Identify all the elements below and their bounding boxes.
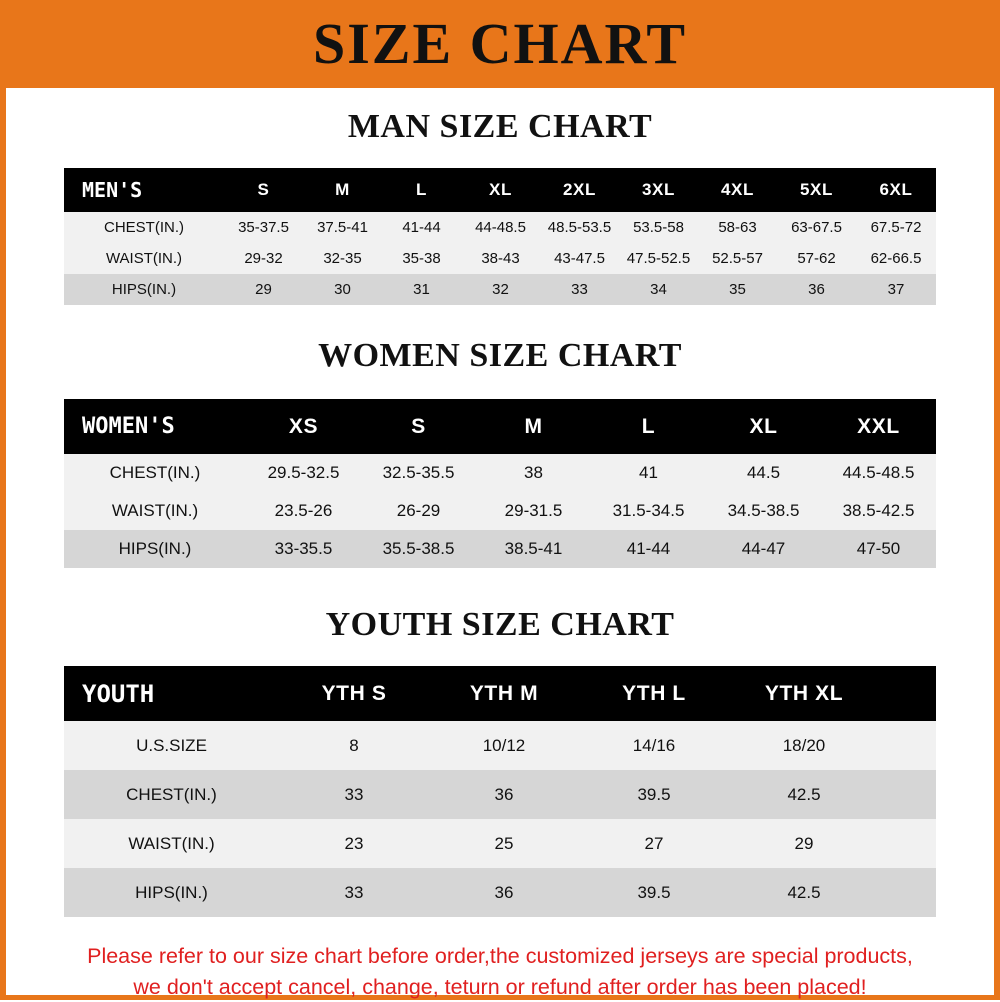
men-size-table [64, 168, 936, 305]
youth-corner-label: YOUTH [64, 666, 279, 721]
women-cell: 41-44 [591, 530, 706, 568]
section-title-men: MAN SIZE CHART [347, 108, 653, 145]
women-cell: 44.5 [706, 454, 821, 492]
youth-cell: 33 [279, 770, 429, 819]
men-cell: 29 [224, 274, 303, 305]
men-cell: 32-35 [303, 243, 382, 274]
men-cell: 32 [461, 274, 540, 305]
youth-row-label: HIPS(IN.) [64, 868, 279, 917]
youth-cell-spacer [879, 770, 936, 819]
table-row [64, 492, 936, 530]
youth-cell: 27 [579, 819, 729, 868]
men-cell: 41-44 [382, 212, 461, 243]
women-cell: 34.5-38.5 [706, 492, 821, 530]
youth-cell: 36 [429, 770, 579, 819]
youth-cell: 39.5 [579, 770, 729, 819]
section-title-women: WOMEN SIZE CHART [318, 337, 682, 374]
men-col-header: 4XL [698, 168, 777, 212]
youth-cell: 23 [279, 819, 429, 868]
women-row-label: WAIST(IN.) [64, 492, 246, 530]
men-corner-label: MEN'S [64, 168, 224, 212]
men-row-label: HIPS(IN.) [64, 274, 224, 305]
women-cell: 41 [591, 454, 706, 492]
women-col-header: XL [706, 399, 821, 454]
women-cell: 23.5-26 [246, 492, 361, 530]
men-cell: 52.5-57 [698, 243, 777, 274]
men-cell: 35-37.5 [224, 212, 303, 243]
youth-cell: 10/12 [429, 721, 579, 770]
youth-header-spacer [879, 666, 936, 721]
women-cell: 44-47 [706, 530, 821, 568]
youth-cell: 42.5 [729, 868, 879, 917]
women-header-row [64, 399, 936, 454]
table-row [64, 243, 936, 274]
women-row-label: HIPS(IN.) [64, 530, 246, 568]
youth-row-label: U.S.SIZE [64, 721, 279, 770]
men-cell: 36 [777, 274, 856, 305]
men-row-label: CHEST(IN.) [64, 212, 224, 243]
men-cell: 43-47.5 [540, 243, 619, 274]
men-col-header: L [382, 168, 461, 212]
men-cell: 48.5-53.5 [540, 212, 619, 243]
men-cell: 57-62 [777, 243, 856, 274]
women-col-header: M [476, 399, 591, 454]
youth-row-label: WAIST(IN.) [64, 819, 279, 868]
women-cell: 31.5-34.5 [591, 492, 706, 530]
youth-col-header: YTH M [429, 666, 579, 721]
section-title-youth: YOUTH SIZE CHART [325, 606, 675, 643]
youth-cell: 39.5 [579, 868, 729, 917]
men-cell: 30 [303, 274, 382, 305]
women-cell: 32.5-35.5 [361, 454, 476, 492]
men-cell: 35-38 [382, 243, 461, 274]
youth-cell: 29 [729, 819, 879, 868]
men-cell: 58-63 [698, 212, 777, 243]
youth-col-header: YTH L [579, 666, 729, 721]
youth-col-header: YTH S [279, 666, 429, 721]
men-cell: 62-66.5 [856, 243, 936, 274]
women-cell: 38.5-41 [476, 530, 591, 568]
women-col-header: L [591, 399, 706, 454]
men-cell: 31 [382, 274, 461, 305]
men-cell: 63-67.5 [777, 212, 856, 243]
women-corner-label: WOMEN'S [64, 399, 246, 454]
men-cell: 33 [540, 274, 619, 305]
footer-note [20, 941, 980, 1002]
men-cell: 38-43 [461, 243, 540, 274]
table-row [64, 454, 936, 492]
youth-cell: 33 [279, 868, 429, 917]
men-col-header: M [303, 168, 382, 212]
table-row [64, 530, 936, 568]
women-cell: 29.5-32.5 [246, 454, 361, 492]
women-cell: 38 [476, 454, 591, 492]
footer-note-line-1: Please refer to our size chart before order,the customized jerseys are special products, [87, 944, 913, 968]
men-cell: 44-48.5 [461, 212, 540, 243]
table-row [64, 868, 936, 917]
women-col-header: XXL [821, 399, 936, 454]
table-row [64, 721, 936, 770]
youth-cell: 18/20 [729, 721, 879, 770]
youth-size-table [64, 666, 936, 917]
table-row [64, 819, 936, 868]
men-col-header: 5XL [777, 168, 856, 212]
men-col-header: S [224, 168, 303, 212]
men-col-header: 3XL [619, 168, 698, 212]
footer-note-line-2: we don't accept cancel, change, teturn or refund after order has been placed! [133, 974, 867, 999]
men-col-header: XL [461, 168, 540, 212]
men-cell: 67.5-72 [856, 212, 936, 243]
youth-header-row [64, 666, 936, 721]
women-cell: 44.5-48.5 [821, 454, 936, 492]
women-cell: 38.5-42.5 [821, 492, 936, 530]
youth-cell: 14/16 [579, 721, 729, 770]
youth-cell: 42.5 [729, 770, 879, 819]
table-row [64, 770, 936, 819]
women-row-label: CHEST(IN.) [64, 454, 246, 492]
men-cell: 47.5-52.5 [619, 243, 698, 274]
table-row [64, 274, 936, 305]
women-cell: 33-35.5 [246, 530, 361, 568]
women-col-header: XS [246, 399, 361, 454]
women-col-header: S [361, 399, 476, 454]
youth-cell-spacer [879, 868, 936, 917]
table-row [64, 212, 936, 243]
men-cell: 35 [698, 274, 777, 305]
youth-cell: 36 [429, 868, 579, 917]
men-cell: 34 [619, 274, 698, 305]
youth-row-label: CHEST(IN.) [64, 770, 279, 819]
men-col-header: 6XL [856, 168, 936, 212]
page-title: SIZE CHART [312, 11, 688, 76]
men-row-label: WAIST(IN.) [64, 243, 224, 274]
men-cell: 37.5-41 [303, 212, 382, 243]
women-cell: 47-50 [821, 530, 936, 568]
youth-cell: 8 [279, 721, 429, 770]
youth-cell-spacer [879, 819, 936, 868]
men-col-header: 2XL [540, 168, 619, 212]
women-cell: 35.5-38.5 [361, 530, 476, 568]
youth-col-header: YTH XL [729, 666, 879, 721]
youth-cell-spacer [879, 721, 936, 770]
men-header-row [64, 168, 936, 212]
youth-cell: 25 [429, 819, 579, 868]
men-cell: 29-32 [224, 243, 303, 274]
women-size-table [64, 399, 936, 568]
header-banner [6, 0, 994, 88]
women-cell: 26-29 [361, 492, 476, 530]
women-cell: 29-31.5 [476, 492, 591, 530]
men-cell: 37 [856, 274, 936, 305]
men-cell: 53.5-58 [619, 212, 698, 243]
